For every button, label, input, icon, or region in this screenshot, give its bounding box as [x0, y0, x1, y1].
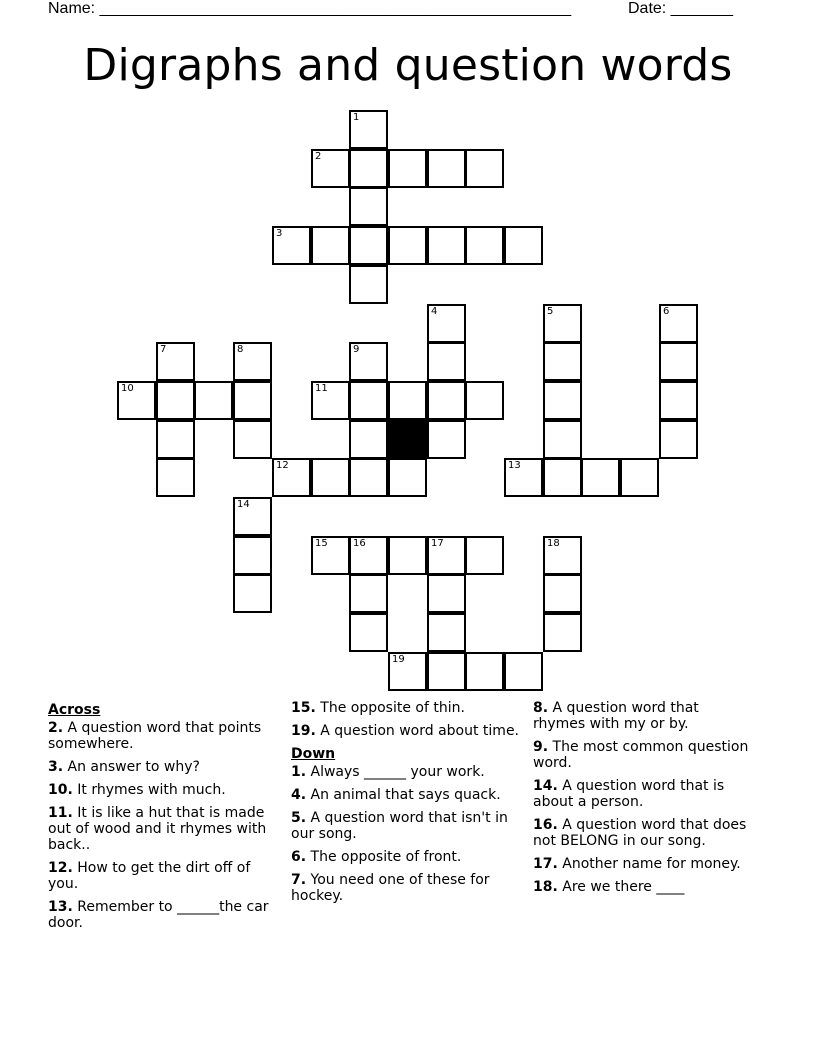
- cell-number: 13: [508, 460, 521, 471]
- crossword-cell[interactable]: [349, 265, 388, 304]
- crossword-cell[interactable]: [427, 574, 466, 613]
- crossword-cell[interactable]: [156, 381, 195, 420]
- crossword-cell[interactable]: [117, 381, 156, 420]
- crossword-cell[interactable]: [349, 420, 388, 459]
- clue-number: 2.: [48, 720, 64, 736]
- down-clue: [533, 778, 753, 810]
- crossword-cell[interactable]: [156, 420, 195, 459]
- clue-text: A question word that rhymes with my or by.: [533, 700, 699, 732]
- crossword-cell[interactable]: [427, 304, 466, 343]
- cell-number: 11: [315, 383, 328, 394]
- clue-number: 1.: [291, 764, 307, 780]
- crossword-cell[interactable]: [349, 458, 388, 497]
- crossword-cell[interactable]: [659, 342, 698, 381]
- crossword-cell[interactable]: [311, 458, 350, 497]
- crossword-cell[interactable]: [311, 381, 350, 420]
- crossword-cell[interactable]: [194, 381, 233, 420]
- crossword-cell[interactable]: [349, 574, 388, 613]
- crossword-cell[interactable]: [349, 381, 388, 420]
- crossword-cell[interactable]: [543, 574, 582, 613]
- clue-number: 19.: [291, 723, 316, 739]
- clue-text: A question word about time.: [315, 723, 520, 739]
- crossword-cell[interactable]: [504, 226, 543, 265]
- crossword-cell[interactable]: [349, 149, 388, 188]
- down-clue: [291, 872, 527, 904]
- clue-text: A question word that isn't in our song.: [291, 810, 508, 842]
- crossword-cell[interactable]: [311, 226, 350, 265]
- cell-number: 15: [315, 538, 328, 549]
- crossword-cell[interactable]: [233, 497, 272, 536]
- clue-text: The opposite of thin.: [315, 700, 465, 716]
- cell-number: 12: [276, 460, 289, 471]
- clue-number: 13.: [48, 899, 73, 915]
- down-clue: [533, 856, 753, 872]
- crossword-cell[interactable]: [659, 381, 698, 420]
- cell-number: 19: [392, 654, 405, 665]
- cell-number: 1: [353, 112, 360, 123]
- cell-number: 5: [547, 306, 554, 317]
- crossword-cell[interactable]: [233, 420, 272, 459]
- crossword-cell[interactable]: [272, 226, 311, 265]
- cell-number: 3: [276, 228, 283, 239]
- clue-number: 3.: [48, 759, 64, 775]
- crossword-cell[interactable]: [543, 304, 582, 343]
- clue-text: A question word that does not BELONG in our song.: [533, 817, 747, 849]
- down-clue: [291, 849, 527, 865]
- crossword-cell[interactable]: [659, 304, 698, 343]
- clue-number: 7.: [291, 872, 307, 888]
- crossword-cell[interactable]: [427, 381, 466, 420]
- cell-number: 10: [121, 383, 134, 394]
- crossword-cell[interactable]: [349, 342, 388, 381]
- clue-number: 9.: [533, 739, 549, 755]
- cell-number: 16: [353, 538, 366, 549]
- crossword-cell[interactable]: [465, 536, 504, 575]
- crossword-cell[interactable]: [465, 652, 504, 691]
- clue-number: 10.: [48, 782, 73, 798]
- clue-column-3: [533, 700, 753, 902]
- down-clue: [533, 879, 753, 895]
- down-heading: Down: [291, 746, 336, 762]
- crossword-cell[interactable]: [659, 420, 698, 459]
- crossword-cell[interactable]: [581, 458, 620, 497]
- crossword-cell[interactable]: [427, 420, 466, 459]
- clue-text: The most common question word.: [533, 739, 749, 771]
- page-title: Digraphs and question words: [83, 40, 733, 91]
- cell-number: 4: [431, 306, 438, 317]
- crossword-cell[interactable]: [465, 381, 504, 420]
- crossword-cell[interactable]: [311, 149, 350, 188]
- clue-text: Always ______ your work.: [306, 764, 485, 780]
- across-clue: [48, 805, 284, 853]
- crossword-cell[interactable]: [427, 149, 466, 188]
- clue-column-2: [291, 700, 527, 911]
- cell-number: 2: [315, 151, 322, 162]
- crossword-cell[interactable]: [388, 652, 427, 691]
- down-clue: [291, 787, 527, 803]
- down-clue: [533, 739, 753, 771]
- across-clue: [48, 899, 284, 931]
- down-clue: [291, 810, 527, 842]
- clue-text: An answer to why?: [63, 759, 200, 775]
- crossword-cell[interactable]: [233, 342, 272, 381]
- clue-text: The opposite of front.: [306, 849, 462, 865]
- crossword-cell[interactable]: [388, 149, 427, 188]
- down-clue: [533, 700, 753, 732]
- crossword-cell[interactable]: [620, 458, 659, 497]
- across-clue: [48, 860, 284, 892]
- date-field[interactable]: Date: _______: [628, 0, 733, 17]
- blocked-cell: [388, 420, 427, 459]
- name-field[interactable]: Name: _____________________________________________________: [48, 0, 572, 17]
- crossword-cell[interactable]: [388, 536, 427, 575]
- down-clue: [533, 817, 753, 849]
- crossword-cell[interactable]: [233, 381, 272, 420]
- crossword-cell[interactable]: [233, 536, 272, 575]
- crossword-cell[interactable]: [311, 536, 350, 575]
- crossword-cell[interactable]: [427, 536, 466, 575]
- crossword-cell[interactable]: [504, 458, 543, 497]
- crossword-cell[interactable]: [349, 226, 388, 265]
- clue-text: Remember to ______the car door.: [48, 899, 269, 931]
- clue-column-1: [48, 700, 284, 938]
- clue-number: 12.: [48, 860, 73, 876]
- crossword-cell[interactable]: [156, 342, 195, 381]
- clue-text: A question word that is about a person.: [533, 778, 725, 810]
- crossword-cell[interactable]: [504, 652, 543, 691]
- crossword-cell[interactable]: [543, 536, 582, 575]
- clue-text: How to get the dirt off of you.: [48, 860, 251, 892]
- crossword-cell[interactable]: [388, 381, 427, 420]
- crossword-cell[interactable]: [427, 652, 466, 691]
- crossword-cell[interactable]: [349, 110, 388, 149]
- clue-text: A question word that points somewhere.: [48, 720, 262, 752]
- across-clue: [291, 723, 527, 739]
- clue-number: 6.: [291, 849, 307, 865]
- clue-text: Are we there ____: [557, 879, 685, 895]
- cell-number: 7: [160, 344, 167, 355]
- cell-number: 8: [237, 344, 244, 355]
- crossword-cell[interactable]: [465, 149, 504, 188]
- clue-text: It rhymes with much.: [72, 782, 226, 798]
- crossword-cell[interactable]: [427, 226, 466, 265]
- crossword-cell[interactable]: [427, 342, 466, 381]
- crossword-cell[interactable]: [543, 420, 582, 459]
- across-clue: [48, 759, 284, 775]
- crossword-cell[interactable]: [543, 381, 582, 420]
- crossword-cell[interactable]: [465, 226, 504, 265]
- clue-number: 8.: [533, 700, 549, 716]
- clue-number: 18.: [533, 879, 558, 895]
- clue-text: An animal that says quack.: [306, 787, 501, 803]
- down-clue: [291, 764, 527, 780]
- crossword-cell[interactable]: [233, 574, 272, 613]
- crossword-cell[interactable]: [543, 613, 582, 652]
- crossword-cell[interactable]: [427, 613, 466, 652]
- across-clue: [48, 782, 284, 798]
- crossword-cell[interactable]: [543, 458, 582, 497]
- clue-number: 4.: [291, 787, 307, 803]
- clue-text: It is like a hut that is made out of wood and it rhymes with back..: [48, 805, 267, 853]
- crossword-cell[interactable]: [349, 613, 388, 652]
- crossword-cell[interactable]: [543, 342, 582, 381]
- crossword-cell[interactable]: [349, 536, 388, 575]
- crossword-cell[interactable]: [388, 458, 427, 497]
- clue-number: 15.: [291, 700, 316, 716]
- clue-number: 16.: [533, 817, 558, 833]
- across-heading: Across: [48, 702, 101, 718]
- crossword-cell[interactable]: [349, 187, 388, 226]
- clue-text: You need one of these for hockey.: [291, 872, 490, 904]
- clue-text: Another name for money.: [557, 856, 741, 872]
- crossword-cell[interactable]: [272, 458, 311, 497]
- clue-number: 17.: [533, 856, 558, 872]
- clue-number: 5.: [291, 810, 307, 826]
- crossword-cell[interactable]: [156, 458, 195, 497]
- cell-number: 9: [353, 344, 360, 355]
- cell-number: 6: [663, 306, 670, 317]
- cell-number: 18: [547, 538, 560, 549]
- across-clue: [291, 700, 527, 716]
- clue-number: 11.: [48, 805, 73, 821]
- cell-number: 17: [431, 538, 444, 549]
- across-clue: [48, 720, 284, 752]
- cell-number: 14: [237, 499, 250, 510]
- clue-number: 14.: [533, 778, 558, 794]
- crossword-cell[interactable]: [388, 226, 427, 265]
